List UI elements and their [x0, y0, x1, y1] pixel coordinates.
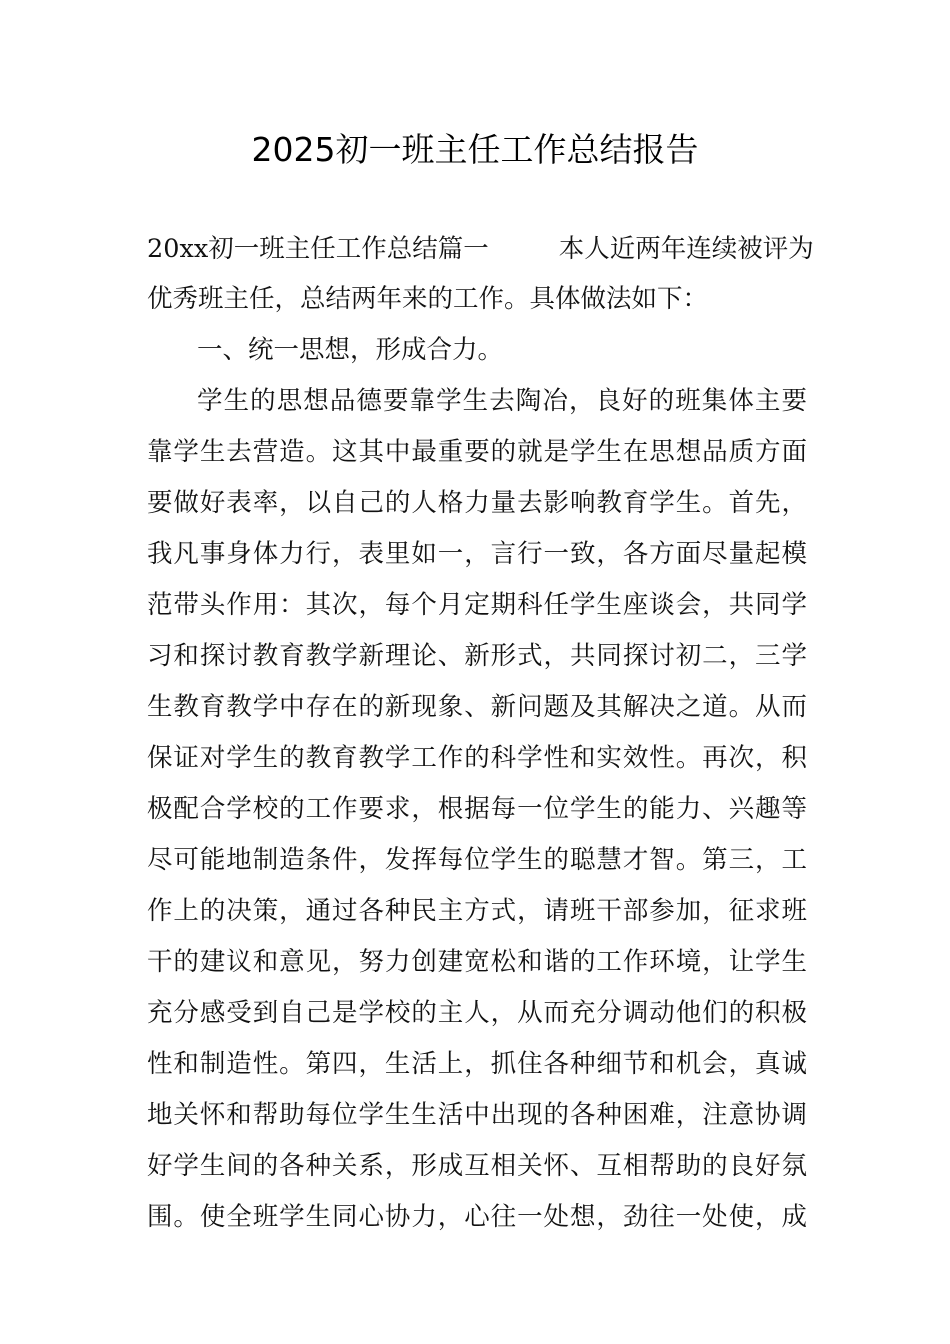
paragraph-line: 性和制造性。第四，生活上，抓住各种细节和机会，真诚	[147, 1049, 807, 1079]
paragraph-line: 要做好表率，以自己的人格力量去影响教育学生。首先，	[147, 488, 807, 518]
paragraph-line: 我凡事身体力行，表里如一，言行一致，各方面尽量起模	[147, 539, 807, 569]
paragraph-line: 好学生间的各种关系，形成互相关怀、互相帮助的良好氛	[147, 1151, 807, 1181]
paragraph-line: 围。使全班学生同心协力，心往一处想，劲往一处使，成	[147, 1202, 807, 1232]
paragraph-line: 干的建议和意见，努力创建宽松和谐的工作环境，让学生	[147, 947, 807, 977]
section-heading: 一、统一思想，形成合力。	[197, 335, 504, 365]
intro-line-1-tail: 本人近两年连续被评为	[558, 234, 814, 264]
paragraph-line: 保证对学生的教育教学工作的科学性和实效性。再次，积	[147, 743, 807, 773]
intro-line-1	[147, 229, 814, 269]
paragraph-line: 作上的决策，通过各种民主方式，请班干部参加，征求班	[147, 896, 807, 926]
paragraph-line: 生教育教学中存在的新现象、新问题及其解决之道。从而	[147, 692, 807, 722]
document-title: 2025初一班主任工作总结报告	[251, 130, 699, 169]
intro-line-2: 优秀班主任，总结两年来的工作。具体做法如下：	[147, 284, 709, 314]
paragraph-line: 极配合学校的工作要求，根据每一位学生的能力、兴趣等	[147, 794, 807, 824]
paragraph-line: 靠学生去营造。这其中最重要的就是学生在思想品质方面	[147, 437, 807, 467]
paragraph-line: 学生的思想品德要靠学生去陶冶，良好的班集体主要	[197, 386, 807, 416]
paragraph-line: 充分感受到自己是学校的主人，从而充分调动他们的积极	[147, 998, 807, 1028]
intro-heading: 20xx初一班主任工作总结篇一	[147, 234, 489, 264]
paragraph-line: 习和探讨教育教学新理论、新形式，共同探讨初二，三学	[147, 641, 807, 671]
paragraph-line: 范带头作用：其次，每个月定期科任学生座谈会，共同学	[147, 590, 807, 620]
paragraph-line: 地关怀和帮助每位学生生活中出现的各种困难，注意协调	[147, 1100, 807, 1130]
paragraph-line: 尽可能地制造条件，发挥每位学生的聪慧才智。第三，工	[147, 845, 807, 875]
